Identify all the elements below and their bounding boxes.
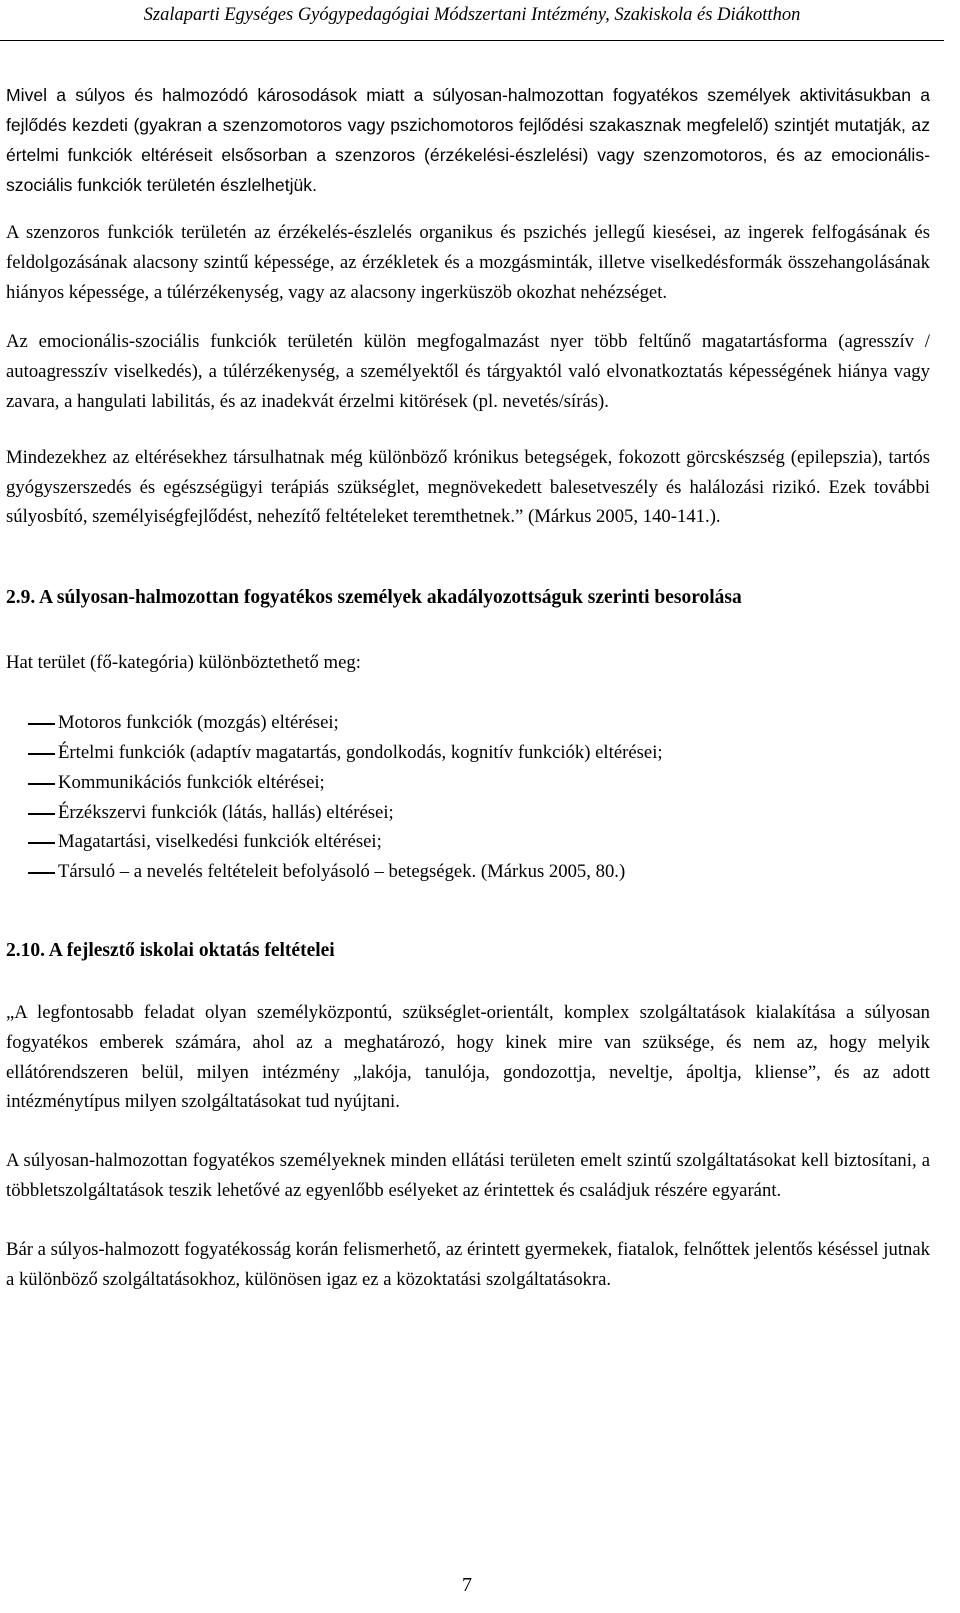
list-item: [28, 738, 930, 768]
paragraph-7: Bár a súlyos-halmozott fogyatékosság korán felismerhető, az érintett gyermekek, fiatalok, felnőttek jelentős késéssel jutnak a különböző szolgáltatásokhoz, különösen igaz ez a közoktatási szolgáltatásokra.: [6, 1238, 930, 1290]
list-item: [28, 708, 930, 738]
section-heading-2-10: 2.10. A fejlesztő iskolai oktatás feltételei: [6, 939, 335, 961]
list-item: [28, 827, 930, 857]
list-item-text: Értelmi funkciók (adaptív magatartás, gondolkodás, kognitív funkciók) eltérései;: [58, 741, 663, 763]
list-item-text: Motoros funkciók (mozgás) eltérései;: [58, 712, 339, 734]
dash-bullet-icon: [28, 753, 55, 755]
list-item-text: Kommunikációs funkciók eltérései;: [58, 771, 325, 793]
paragraph-4: Mindezekhez az eltérésekhez társulhatnak még különböző krónikus betegségek, fokozott görcskészség (epilepszia), tartós gyógyszerszedés és egészségügyi terápiás szükséglet, megnövekedett balesetveszély és halálozási rizikó. Ezek további súlyosbító, személyiségfejlődést, nehezítő feltételeket teremthetnek.” (Márkus 2005, 140-141.).: [6, 446, 930, 528]
paragraph-2: A szenzoros funkciók területén az érzékelés-észlelés organikus és pszichés jellegű kiesései, az ingerek felfogásának és feldolgozásának alacsony szintű képessége, az érzékletek és a mozgásminták, illetve viselkedésformák összehangolásának hiányos képessége, a túlérzékenység, vagy az alacsony ingerküszöb okozhat nehézséget.: [6, 222, 930, 303]
page-number: 7: [462, 1574, 472, 1596]
section-intro: Hat terület (fő-kategória) különböztethető meg:: [6, 652, 361, 674]
list-item: [28, 857, 930, 887]
section-heading-2-9: 2.9. A súlyosan-halmozottan fogyatékos személyek akadályozottságuk szerinti besorolása: [6, 587, 742, 609]
paragraph-5: „A legfontosabb feladat olyan személyközpontú, szükséglet-orientált, komplex szolgáltatások kialakítása a súlyosan fogyatékos emberek számára, ahol az a meghatározó, hogy kinek mire van szüksége, és nem az, hogy melyik ellátórendszeren belül, milyen intézmény „lakója, tanulója, gondozottja, neveltje, ápoltja, kliense”, és az adott intézménytípus milyen szolgáltatásokat tud nyújtani.: [6, 1001, 930, 1113]
page-content: [6, 80, 930, 1294]
dash-bullet-icon: [28, 723, 55, 725]
paragraph-1: Mivel a súlyos és halmozódó károsodások miatt a súlyosan-halmozottan fogyatékos személyek aktivitásukban a fejlődés kezdeti (gyakran a szenzomotoros vagy pszichomotoros fejlődési szakasznak megfelelő) szintjét mutatják, az értelmi funkciók eltéréseit elsősorban a szenzoros (érzékelési-észlelési) vagy szenzomotoros, és az emocionális-szociális funkciók területén észlelhetjük.: [6, 85, 930, 195]
category-list: [6, 708, 930, 887]
dash-bullet-icon: [28, 842, 55, 844]
list-item-text: Társuló – a nevelés feltételeit befolyásoló – betegségek. (Márkus 2005, 80.): [58, 861, 626, 883]
list-item-text: Magatartási, viselkedési funkciók eltérései;: [58, 831, 382, 853]
page-header: [0, 0, 944, 41]
dash-bullet-icon: [28, 813, 55, 815]
list-item-text: Érzékszervi funkciók (látás, hallás) eltérései;: [58, 801, 394, 823]
header-text: Szalaparti Egységes Gyógypedagógiai Módszertani Intézmény, Szakiskola és Diákotthon: [143, 5, 801, 25]
list-item: [28, 798, 930, 828]
paragraph-6: A súlyosan-halmozottan fogyatékos személyeknek minden ellátási területen emelt szintű szolgáltatásokat kell biztosítani, a többletszolgáltatások teszik lehetővé az egyenlőbb esélyeket az érintettek és családjuk részére egyaránt.: [6, 1150, 930, 1201]
paragraph-3: Az emocionális-szociális funkciók területén külön megfogalmazást nyer több feltűnő magatartásforma (agresszív / autoagresszív viselkedés), a túlérzékenység, a személyektől és tárgyaktól való elvonatkoztatás képességének hiánya vagy zavara, a hangulati labilitás, és az inadekvát érzelmi kitörések (pl. nevetés/sírás).: [6, 331, 930, 412]
dash-bullet-icon: [28, 872, 55, 874]
dash-bullet-icon: [28, 783, 55, 785]
list-item: [28, 768, 930, 798]
